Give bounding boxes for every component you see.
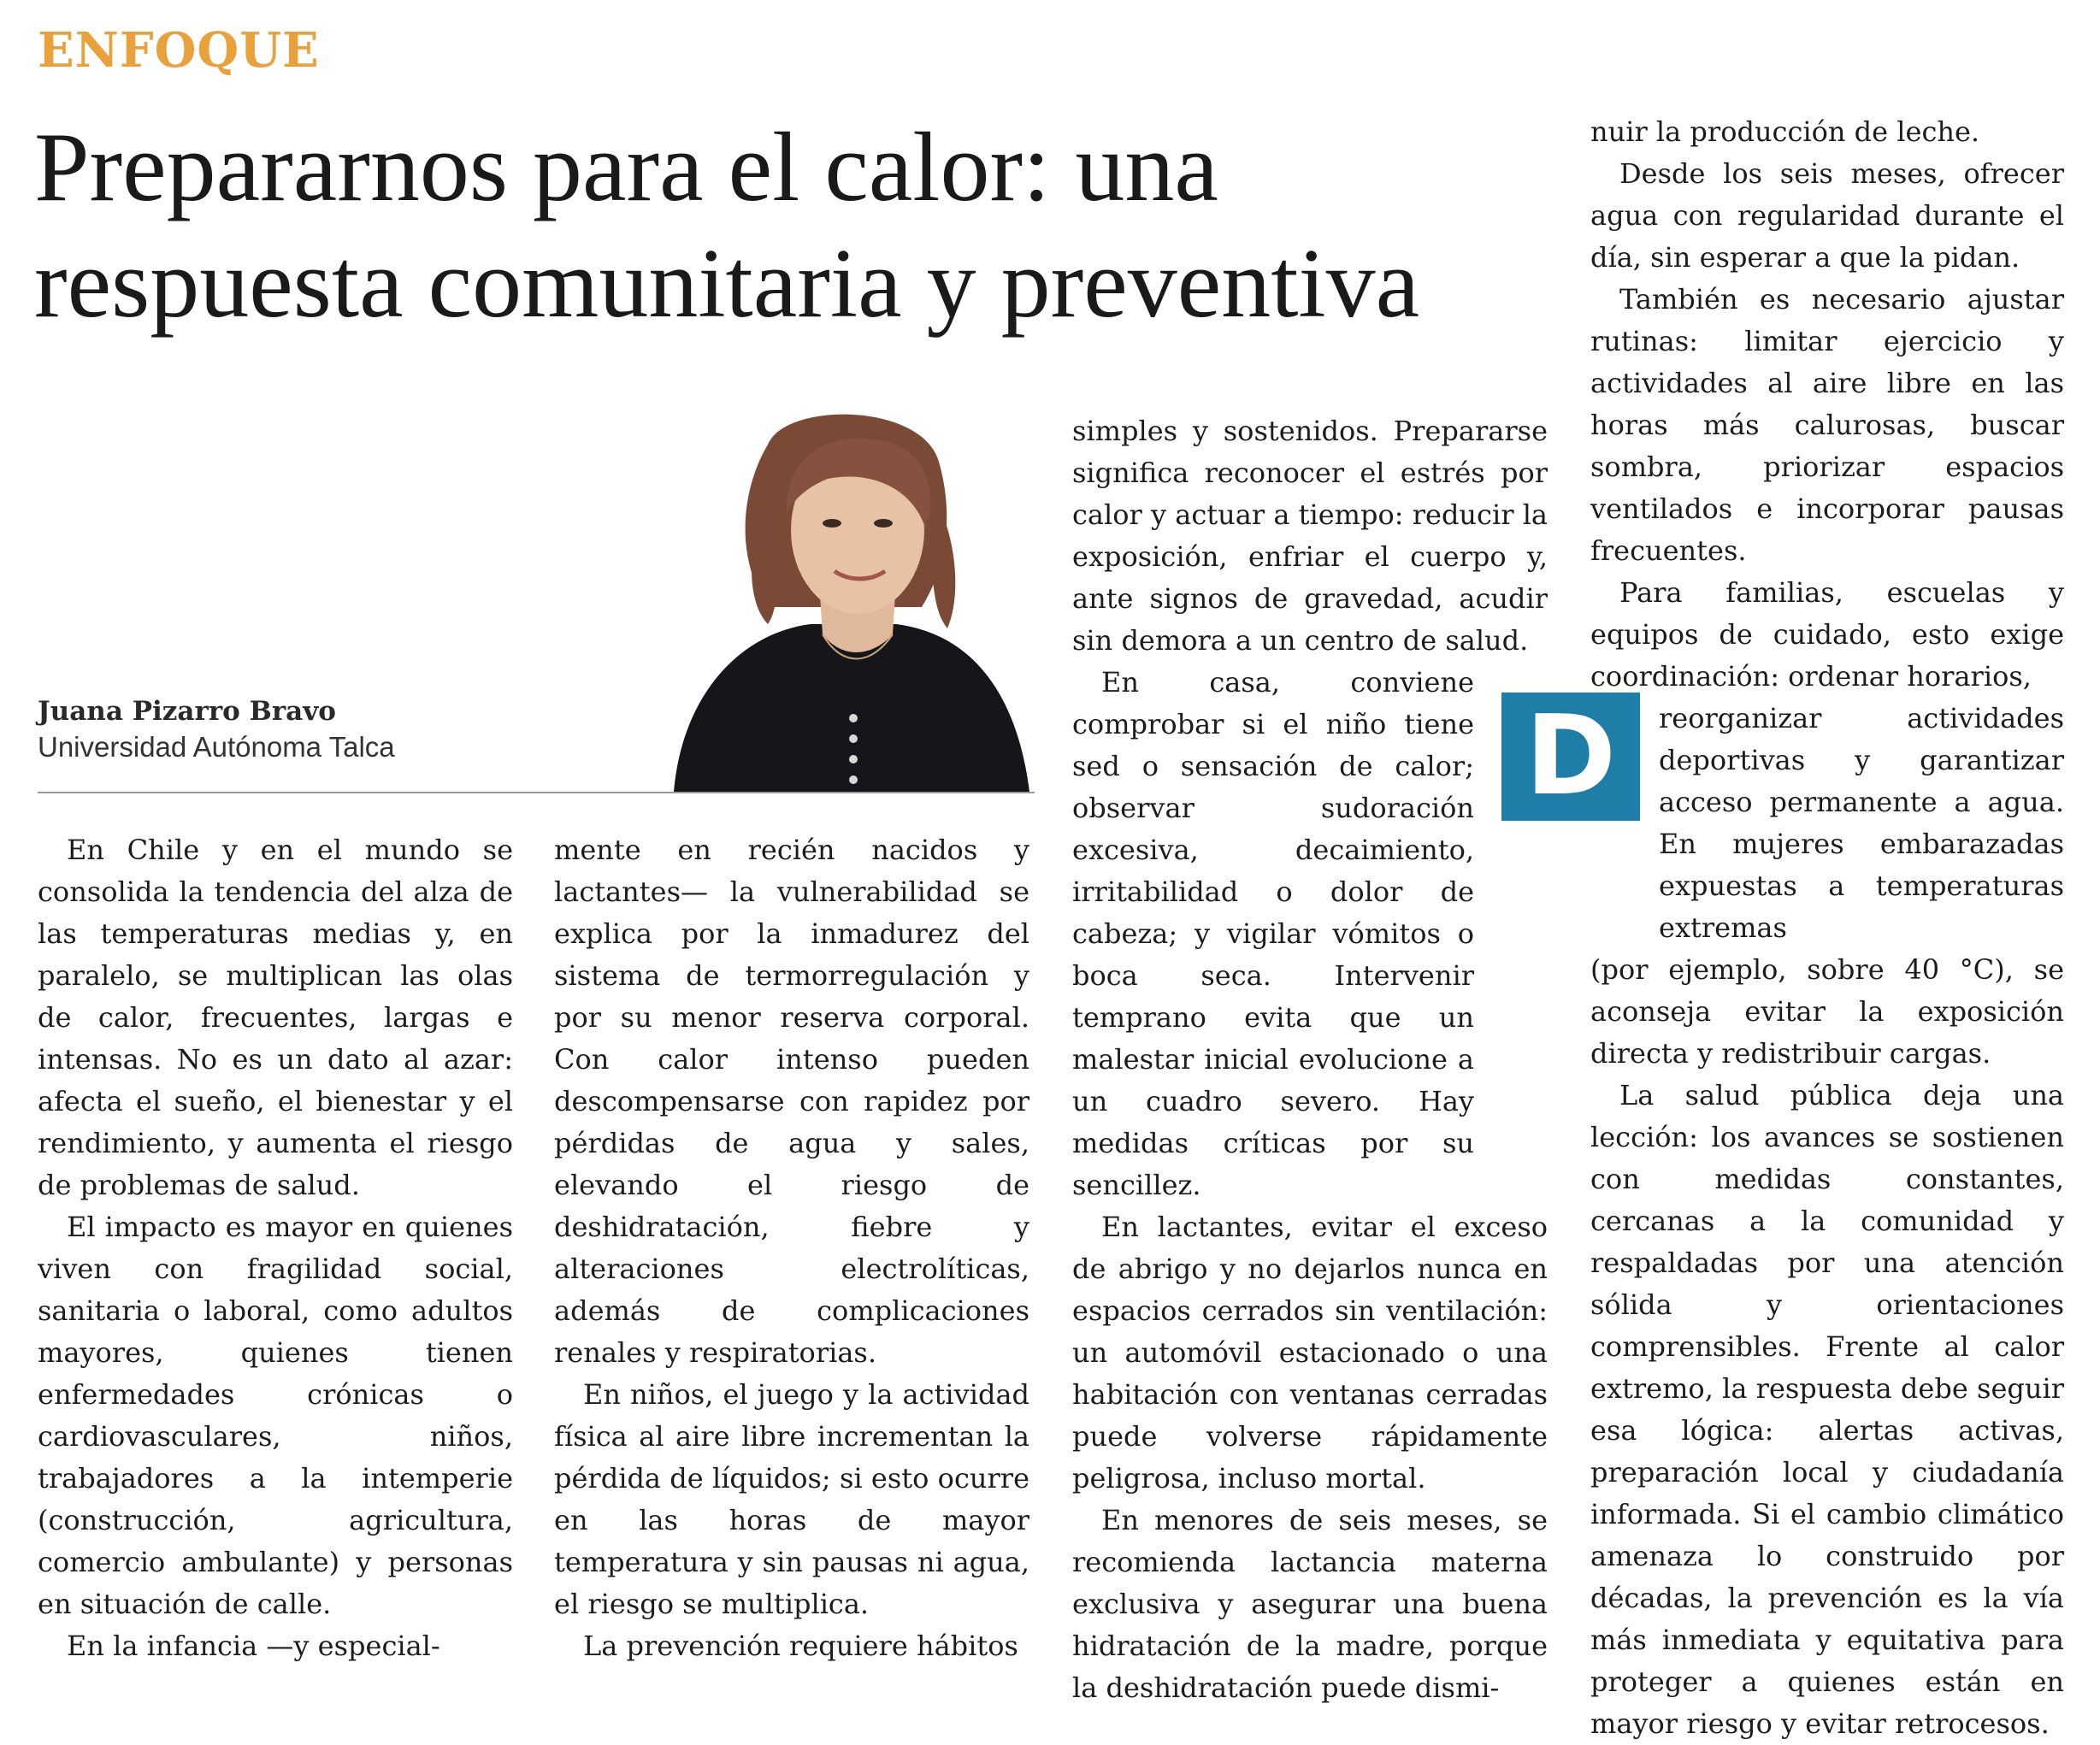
paragraph: La salud pública deja una lección: los avances se sostienen con medidas constantes, cercanas a la comunidad y respaldadas por una atención sólida y orientaciones comprensibles. Frente al calor extremo, la respuesta debe seguir esa lógica: alertas activas, preparación local y ciudadanía informada. Si el cambio climático amenaza lo construido por décadas, la prevención es la vía más inmediata y equitativa para proteger a quienes están en mayor riesgo y evitar retrocesos. [1590,1079,2064,1740]
paragraph: En Chile y en el mundo se consolida la tendencia del alza de las temperaturas medias y, en paralelo, se multiplican las olas de calor, frecuentes, largas e intensas. No es un dato al azar: afecta el sueño, el bienestar y el rendimiento, y aumenta el riesgo de problemas de salud. [38,834,513,1201]
header-divider [38,792,1035,793]
author-block [38,694,395,766]
section-label: ENFOQUE [38,22,320,79]
column-3 [1072,410,1548,1709]
portrait-illustration [640,410,1029,792]
paragraph: Para familias, escuelas y equipos de cuidado, esto exige coordinación: ordenar horarios, [1590,576,2064,693]
paragraph: El impacto es mayor en quienes viven con fragilidad social, sanitaria o laboral, como adultos mayores, quienes tienen enfermedades crónicas o cardiovasculares, niños, trabajadores a la intemperie (construcción, agricultura, comercio ambulante) y personas en situación de calle. [38,1211,513,1620]
drop-cap: D [1501,693,1640,821]
paragraph: simples y sostenidos. Prepararse significa reconocer el estrés por calor y actuar a tiempo: reducir la exposición, enfriar el cuerpo y, ante signos de gravedad, acudir sin demora a un centro de salud. [1072,415,1548,657]
paragraph: En la infancia —y especial- [67,1630,440,1662]
paragraph: También es necesario ajustar rutinas: limitar ejercicio y actividades al aire libre en las horas más calurosas, buscar sombra, priorizar espacios ventilados e incorporar pausas frecuentes. [1590,283,2064,567]
author-affiliation: Universidad Autónoma Talca [38,731,395,763]
paragraph: (por ejemplo, sobre 40 °C), se aconseja evitar la exposición directa y redistribuir cargas. [1590,953,2064,1070]
paragraph: En casa, conviene comprobar si el niño tiene sed o sensación de calor; observar sudoración excesiva, decaimiento, irritabilidad o dolor de cabeza; y vigilar vómitos o boca seca. Intervenir temprano evita que un malestar inicial evolucione a un cuadro severo. Hay medidas críticas por su sencillez. [1072,666,1474,1201]
paragraph: En lactantes, evitar el exceso de abrigo y no dejarlos nunca en espacios cerrados sin ventilación: un automóvil estacionado o una habitación con ventanas cerradas puede volverse rápidamente peligrosa, incluso mortal. [1072,1211,1548,1494]
author-name: Juana Pizarro Bravo [38,696,336,727]
paragraph: Desde los seis meses, ofrecer agua con regularidad durante el día, sin esperar a que la pidan. [1590,157,2064,274]
column-2 [554,829,1029,1667]
author-photo [640,410,1029,792]
column-1 [38,829,513,1667]
article-headline: Prepararnos para el calor: una respuesta comunitaria y preventiva [34,113,1420,339]
paragraph: reorganizar actividades deportivas y garantizar acceso permanente a agua. En mujeres embarazadas expuestas a temperaturas extremas [1659,702,2064,944]
paragraph: mente en recién nacidos y lactantes— la vulnerabilidad se explica por la inmadurez del sistema de termorregulación y por su menor reserva corporal. Con calor intenso pueden descompensarse con rapidez por pérdidas de agua y sales, elevando el riesgo de deshidratación, fiebre y alteraciones electrolíticas, además de complicaciones renales y respiratorias. [554,834,1029,1369]
column-4 [1590,111,2064,1745]
paragraph: En menores de seis meses, se recomienda lactancia materna exclusiva y asegurar una buena hidratación de la madre, porque la deshidratación puede dismi- [1072,1504,1548,1704]
paragraph: nuir la producción de leche. [1590,115,1980,148]
paragraph: En niños, el juego y la actividad física al aire libre incrementan la pérdida de líquidos; si esto ocurre en las horas de mayor temperatura y sin pausas ni agua, el riesgo se multiplica. [554,1378,1029,1620]
paragraph: La prevención requiere hábitos [583,1630,1018,1662]
